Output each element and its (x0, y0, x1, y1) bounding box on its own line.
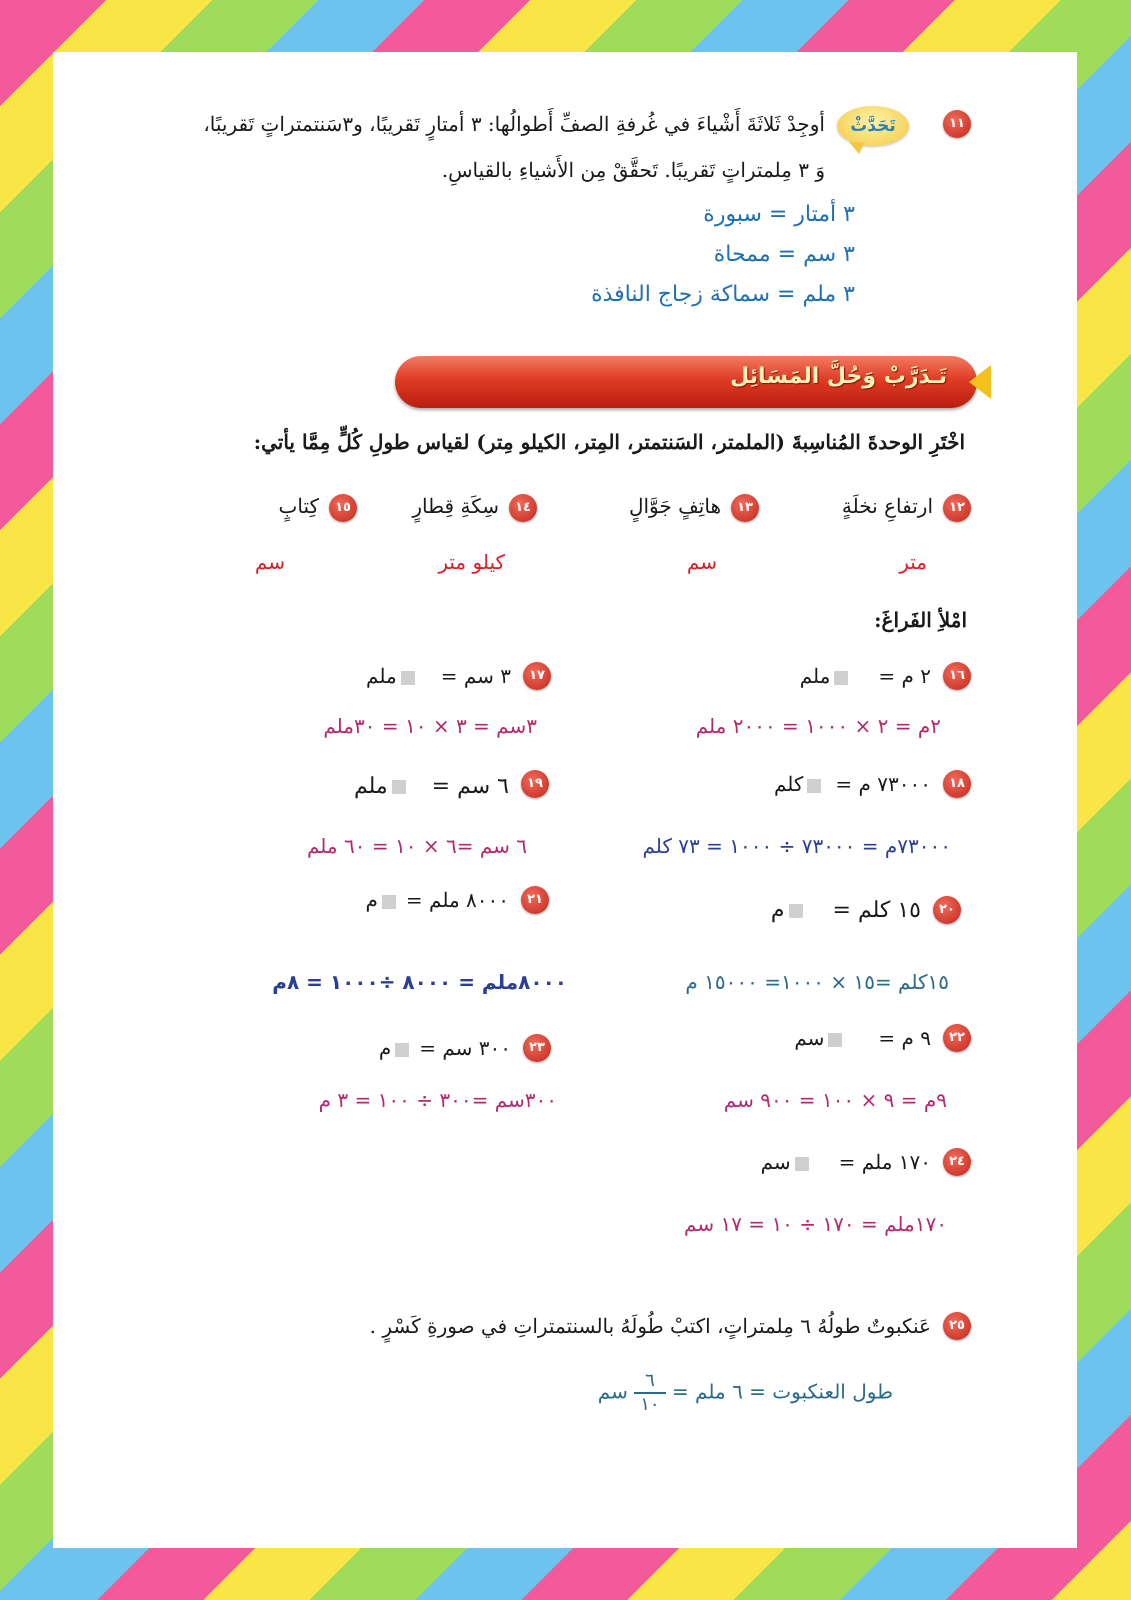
choose-answer-14: كيلو متر (438, 550, 505, 574)
choose-item-15: كِتابٍ (278, 494, 319, 518)
speak-question-line-2: وَ ٣ مِلمتراتٍ تَقريبًا. تَحقَّقْ مِن الأَشياءِ بالقياسِ. (441, 158, 825, 182)
spider-answer-text: طول العنكبوت = ٦ ملم = (671, 1379, 893, 1404)
choose-item-14: سِكَةِ قِطارٍ (412, 494, 499, 518)
fill-answer-21: ٨٠٠٠ملم = ٨٠٠٠ ÷١٠٠٠ = ٨م (272, 970, 567, 994)
choose-item-12: ارتفاعِ نخلَةٍ (841, 494, 933, 518)
blank-box-24[interactable] (795, 1157, 809, 1171)
fill-answer-16: ٢م = ٢ × ١٠٠٠ = ٢٠٠٠ ملم (695, 714, 941, 738)
fill-question-18 (774, 772, 931, 796)
fill-answer-19: ٦ سم =٦ × ١٠ = ٦٠ ملم (307, 834, 527, 858)
blank-box-22[interactable] (828, 1033, 842, 1047)
question-number-15: ١٥ (329, 494, 357, 522)
question-number-24: ٢٤ (943, 1148, 971, 1176)
question-number-20: ٢٠ (933, 896, 961, 924)
banner-arrow-icon (969, 365, 991, 399)
question-number-13: ١٣ (731, 494, 759, 522)
fill-question-21-unit: م (365, 888, 378, 912)
fill-question-16 (800, 664, 931, 688)
fill-question-21-left: ٨٠٠٠ ملم = (405, 888, 509, 912)
choose-answer-12: متر (899, 550, 927, 574)
fill-question-24-left: ١٧٠ ملم = (838, 1150, 931, 1174)
fill-question-21 (366, 888, 509, 912)
fill-answer-18: ٧٣٠٠٠م = ٧٣٠٠٠ ÷ ١٠٠٠ = ٧٣ كلم (642, 834, 951, 858)
speak-answer-1: ٣ أمتار = سبورة (703, 202, 855, 227)
talk-badge: تَحَدَّثْ (837, 106, 909, 146)
fill-question-19-unit: ملم (353, 774, 388, 799)
section-banner (395, 356, 977, 408)
choose-instruction: اخْتَرِ الوحدةَ المُناسِبةَ (الملمتر، السَنتمتر، المِتر، الكيلو مِتر) لقياس طولِ كُلٍّ مِمَّا يأتي: (253, 430, 965, 454)
fill-question-18-unit: كلم (773, 772, 804, 796)
spider-fraction (634, 1370, 665, 1416)
fill-question-22-unit: سم (794, 1026, 825, 1050)
blank-box-21[interactable] (382, 895, 396, 909)
fill-answer-17: ٣سم = ٣ × ١٠ = ٣٠ملم (323, 714, 537, 738)
fill-question-24-unit: سم (760, 1150, 791, 1174)
fill-question-18-left: ٧٣٠٠٠ م = (835, 772, 931, 796)
blank-box-18[interactable] (807, 779, 821, 793)
fraction-numerator: ٦ (634, 1370, 665, 1394)
banner-title: تَـدَرَّبْ وَحُلَّ المَسَائِل (730, 364, 947, 389)
fill-question-19 (354, 774, 509, 799)
question-number-12: ١٢ (943, 494, 971, 522)
fraction-denominator: ١٠ (640, 1394, 660, 1415)
speak-question-line-1: أوجِدْ ثَلاثَةَ أَشْياءَ في غُرفةِ الصفِّ أَطوالُها: ٣ أمتارٍ تَقريبًا، و٣سَنتمتراتٍ تَقريبًا، (203, 112, 825, 136)
fill-answer-23: ٣٠٠سم =٣٠٠ ÷ ١٠٠ = ٣ م (318, 1088, 557, 1112)
choose-answer-15: سم (254, 550, 285, 574)
question-number-23: ٢٣ (523, 1034, 551, 1062)
fill-question-17 (366, 664, 511, 688)
blank-box-23[interactable] (395, 1043, 409, 1057)
fill-question-22 (794, 1026, 931, 1050)
fill-question-17-unit: ملم (366, 664, 397, 688)
fill-question-20 (771, 898, 921, 923)
question-number-22: ٢٢ (943, 1024, 971, 1052)
fill-question-23-unit: م (378, 1036, 392, 1060)
speak-answer-3: ٣ ملم = سماكة زجاج النافذة (591, 282, 855, 307)
blank-box-16[interactable] (834, 671, 848, 685)
question-number-25: ٢٥ (943, 1312, 971, 1340)
blank-box-20[interactable] (789, 904, 803, 918)
fill-question-19-left: ٦ سم = (431, 774, 509, 799)
worksheet-page (53, 52, 1077, 1548)
question-number-17: ١٧ (523, 662, 551, 690)
fill-question-16-left: ٢ م = (878, 664, 931, 688)
question-number-21: ٢١ (521, 886, 549, 914)
fill-answer-24: ١٧٠ملم = ١٧٠ ÷ ١٠ = ١٧ سم (684, 1212, 947, 1236)
fill-question-23-left: ٣٠٠ سم = (419, 1036, 511, 1060)
blank-box-17[interactable] (401, 671, 415, 685)
fill-heading: امْلأِ الفَراغَ: (874, 608, 967, 632)
fill-question-24 (761, 1150, 931, 1174)
question-number-19: ١٩ (521, 770, 549, 798)
fill-question-23 (379, 1036, 511, 1060)
fill-question-16-unit: ملم (799, 664, 831, 688)
fill-question-17-left: ٣ سم = (440, 664, 511, 688)
question-number-11: ١١ (943, 110, 971, 138)
blank-box-19[interactable] (392, 780, 406, 794)
question-number-14: ١٤ (509, 494, 537, 522)
fill-question-22-left: ٩ م = (878, 1026, 931, 1050)
spider-question: عَنكبوتٌ طولُهُ ٦ مِلمتراتٍ، اكتبْ طُولَهُ بالسنتمتراتِ في صورةِ كَسْرٍ . (369, 1314, 931, 1338)
fill-answer-20: ١٥كلم =١٥ × ١٠٠٠= ١٥٠٠٠ م (685, 970, 949, 994)
choose-answer-13: سم (686, 550, 717, 574)
fill-question-20-unit: م (770, 898, 785, 923)
speak-answer-2: ٣ سم = ممحاة (713, 242, 855, 267)
fill-answer-22: ٩م = ٩ × ١٠٠ = ٩٠٠ سم (723, 1088, 947, 1112)
spider-unit: سم (597, 1379, 628, 1404)
question-number-16: ١٦ (943, 662, 971, 690)
fill-question-20-left: ١٥ كلم = (832, 898, 921, 923)
spider-answer (598, 1370, 893, 1416)
choose-item-13: هاتِفٍ جَوَّالٍ (628, 494, 721, 518)
question-number-18: ١٨ (943, 770, 971, 798)
